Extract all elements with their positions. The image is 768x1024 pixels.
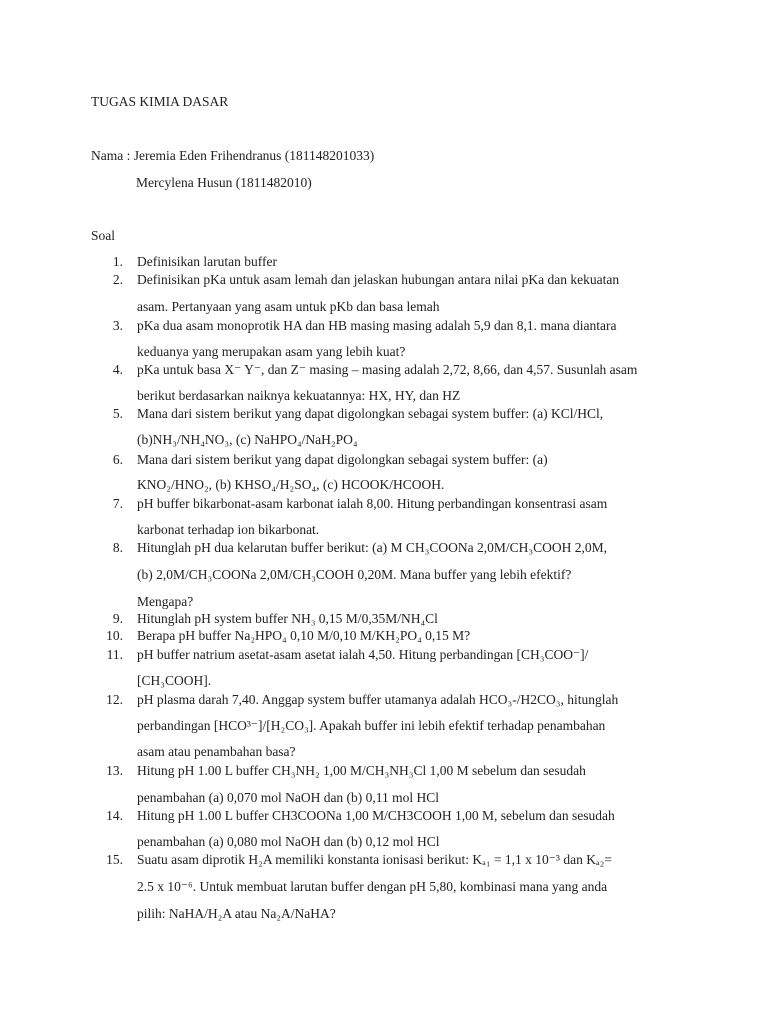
question-text: karbonat terhadap ion bikarbonat. xyxy=(137,522,320,537)
question-number: 4. xyxy=(112,362,123,377)
question-text: Berapa pH buffer Na₂HPO₄ 0,10 M/0,10 M/KH₂PO₄ 0,15 M? xyxy=(137,628,471,643)
question-text: pilih: NaHA/H₂A atau Na₂A/NaHA? xyxy=(137,906,336,921)
question-number: 11. xyxy=(106,647,123,662)
question-text: penambahan (a) 0,070 mol NaOH dan (b) 0,11 mol HCl xyxy=(137,790,440,805)
section-title: Soal xyxy=(91,228,116,243)
question-text: Definisikan pKa untuk asam lemah dan jelaskan hubungan antara nilai pKa dan kekuatan xyxy=(137,272,620,287)
question-number: 12. xyxy=(106,692,123,707)
question-number: 6. xyxy=(112,452,123,467)
question-text: Mana dari sistem berikut yang dapat digolongkan sebagai system buffer: (a) KCl/HCl, xyxy=(137,406,604,421)
question-text: Definisikan larutan buffer xyxy=(137,254,277,269)
document-title: TUGAS KIMIA DASAR xyxy=(91,94,229,109)
question-text: perbandingan [HCO³⁻]/[H₂CO₃]. Apakah buffer ini lebih efektif terhadap penambahan xyxy=(137,718,606,733)
question-number: 5. xyxy=(112,406,123,421)
question-text: pH buffer natrium asetat-asam asetat ialah 4,50. Hitung perbandingan [CH₃COO⁻]/ xyxy=(137,647,589,662)
question-text: pKa untuk basa X⁻ Y⁻, dan Z⁻ masing – masing adalah 2,72, 8,66, dan 4,57. Susunlah asam xyxy=(137,362,638,377)
question-text: Hitunglah pH system buffer NH₃ 0,15 M/0,35M/NH₄Cl xyxy=(137,611,438,626)
question-text: berikut berdasarkan naiknya kekuatannya: HX, HY, dan HZ xyxy=(137,388,461,403)
question-number: 3. xyxy=(112,318,123,333)
question-text: 2.5 x 10⁻⁶. Untuk membuat larutan buffer dengan pH 5,80, kombinasi mana yang anda xyxy=(137,879,608,894)
question-text: Mana dari sistem berikut yang dapat digolongkan sebagai system buffer: (a) xyxy=(137,452,548,467)
question-text: pH buffer bikarbonat-asam karbonat ialah 8,00. Hitung perbandingan konsentrasi asam xyxy=(137,496,608,511)
question-text: pKa dua asam monoprotik HA dan HB masing masing adalah 5,9 dan 8,1. mana diantara xyxy=(137,318,617,333)
question-number: 9. xyxy=(112,611,123,626)
question-text: Mengapa? xyxy=(137,594,194,609)
question-number: 14. xyxy=(106,808,123,823)
student-name-2: Mercylena Husun (1811482010) xyxy=(136,175,312,190)
question-text: (b)NH₃/NH₄NO₃, (c) NaHPO₄/NaH₂PO₄ xyxy=(137,432,358,447)
question-text: asam atau penambahan basa? xyxy=(137,744,296,759)
question-text: Suatu asam diprotik H₂A memiliki konstanta ionisasi berikut: Kₐ₁ = 1,1 x 10⁻³ dan Kₐ₂= xyxy=(137,852,612,867)
question-number: 8. xyxy=(112,540,123,555)
question-text: Hitunglah pH dua kelarutan buffer berikut: (a) M CH₃COONa 2,0M/CH₃COOH 2,0M, xyxy=(137,540,607,555)
question-text: [CH₃COOH]. xyxy=(137,673,212,688)
question-number: 10. xyxy=(106,628,123,643)
question-number: 2. xyxy=(112,272,123,287)
question-text: pH plasma darah 7,40. Anggap system buffer utamanya adalah HCO₃-/H2CO₃, hitunglah xyxy=(137,692,619,707)
question-text: KNO₂/HNO₂, (b) KHSO₄/H₂SO₄, (c) HCOOK/HCOOH. xyxy=(137,477,445,492)
question-text: (b) 2,0M/CH₃COONa 2,0M/CH₃COOH 0,20M. Mana buffer yang lebih efektif? xyxy=(137,567,572,582)
question-text: penambahan (a) 0,080 mol NaOH dan (b) 0,12 mol HCl xyxy=(137,834,440,849)
question-text: Hitung pH 1.00 L buffer CH₃NH₂ 1,00 M/CH₃NH₃Cl 1,00 M sebelum dan sesudah xyxy=(137,763,586,778)
question-text: keduanya yang merupakan asam yang lebih kuat? xyxy=(137,344,406,359)
question-number: 7. xyxy=(112,496,123,511)
question-number: 13. xyxy=(106,763,123,778)
question-number: 1. xyxy=(112,254,123,269)
student-name-1: Nama : Jeremia Eden Frihendranus (181148201033) xyxy=(91,148,375,163)
question-text: asam. Pertanyaan yang asam untuk pKb dan basa lemah xyxy=(137,299,440,314)
question-text: Hitung pH 1.00 L buffer CH3COONa 1,00 M/CH3COOH 1,00 M, sebelum dan sesudah xyxy=(137,808,615,823)
question-number: 15. xyxy=(106,852,123,867)
